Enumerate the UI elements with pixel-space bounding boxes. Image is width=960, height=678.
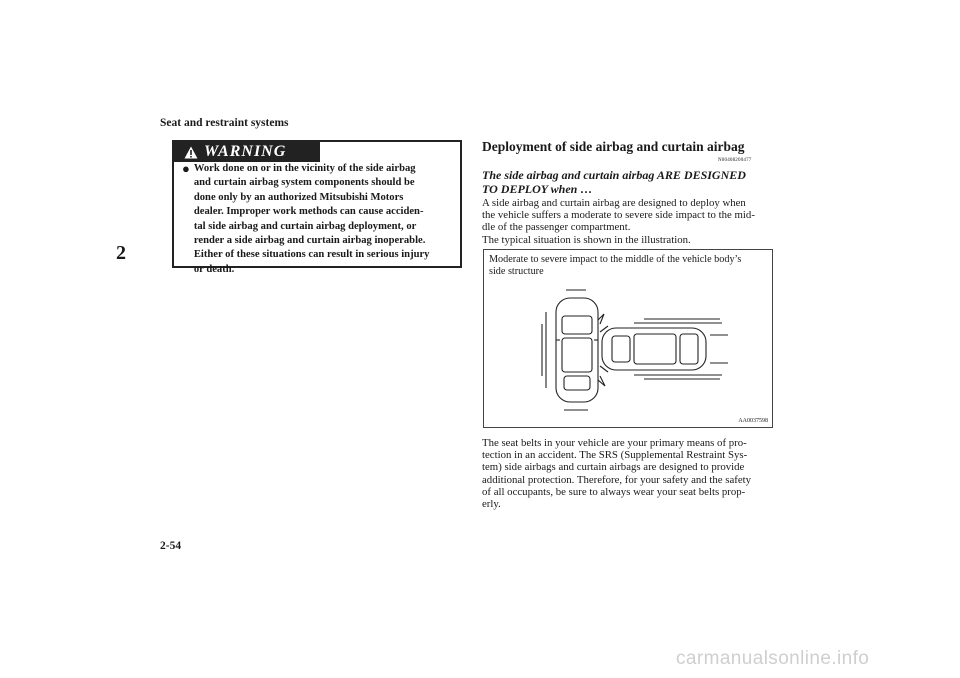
paragraph-seat-belts: The seat belts in your vehicle are your primary means of pro- tection in an accident. The SRS (Supplemental Restraint Sys- tem) side airbags and curtain airbags are designed to provide additional protection. Therefore, for your safety and the safety of all occupants, be sure to always wear your seat belts prop- erly. [482, 437, 752, 511]
bullet-icon: ● [182, 161, 190, 176]
warning-triangle-icon [184, 146, 198, 159]
illustration-caption: Moderate to severe impact to the middle of the vehicle body’s side structure [489, 254, 742, 277]
illustration-box [483, 249, 773, 428]
warning-text: Work done on or in the vicinity of the side airbag and curtain airbag system components should be done only by an authorized Mitsubishi Motors dealer. Improper work methods can cause acciden- tal side airbag and curtain airbag deployment, or render a side airbag and curtain airbag inoperable. Either of these situations can result in serious injury or death. [193, 163, 430, 275]
running-header: Seat and restraint systems [160, 117, 289, 129]
warning-item [182, 162, 458, 277]
warning-title: WARNING [204, 143, 287, 160]
section-code: N00408200477 [718, 158, 752, 163]
footer-watermark: carmanualsonline.info [676, 648, 870, 669]
warning-box [172, 140, 462, 275]
illustration-code: AA0037598 [738, 418, 768, 424]
page-number: 2-54 [160, 540, 182, 552]
chapter-tab: 2 [116, 242, 126, 264]
section-subtitle: The side airbag and curtain airbag ARE DESIGNED TO DEPLOY when … [482, 168, 746, 197]
paragraph-deploy-conditions: A side airbag and curtain airbag are designed to deploy when the vehicle suffers a moderate to severe side impact to the mid- dle of the passenger compartment. [482, 197, 755, 234]
paragraph-illustration-intro: The typical situation is shown in the illustration. [482, 234, 691, 246]
warning-header [174, 142, 320, 162]
section-title: Deployment of side airbag and curtain airbag [482, 139, 745, 154]
